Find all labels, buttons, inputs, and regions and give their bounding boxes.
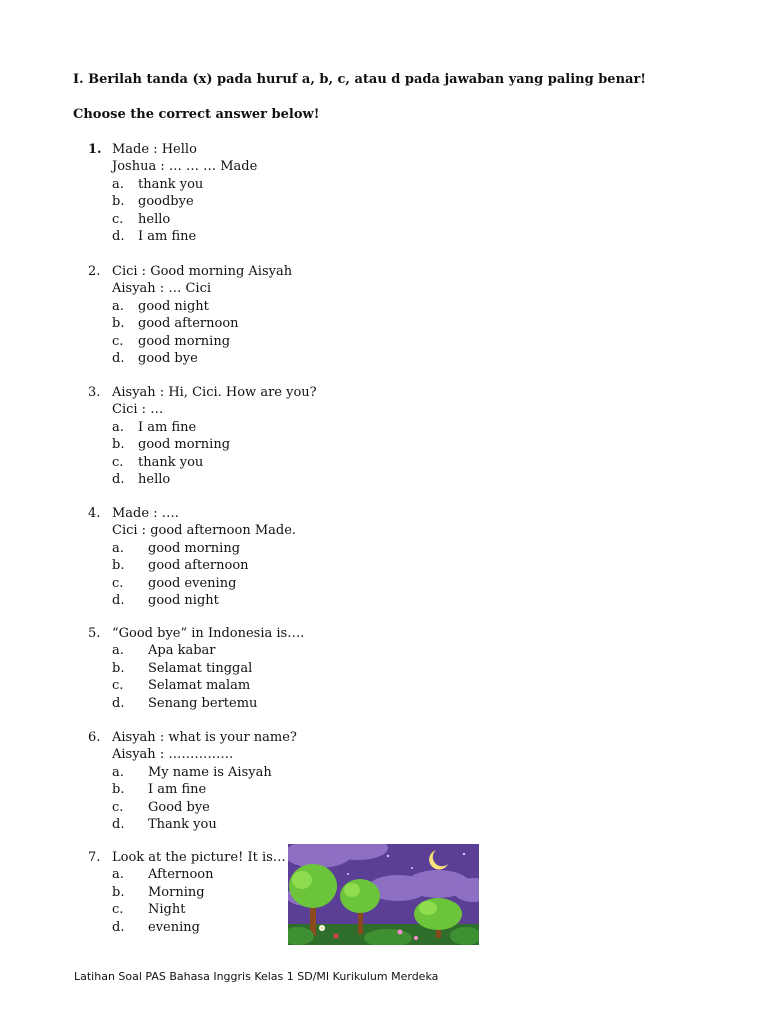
question-3 [88,384,508,488]
night-scene-picture [288,844,479,945]
option-d[interactable]: d. I am fine [112,228,197,244]
question-number: 3. [88,385,101,400]
option-d[interactable]: d. evening [112,919,200,935]
option-b[interactable]: b. good afternoon [112,558,249,574]
option-b[interactable]: b. good afternoon [112,316,239,332]
option-c[interactable]: c. good morning [112,333,231,349]
option-c[interactable]: c. good evening [112,575,237,591]
question-2 [88,263,508,367]
question-line: Cici : good afternoon Made. [112,523,297,539]
question-number: 6. [88,730,101,745]
option-a[interactable]: a. thank you [112,176,204,192]
question-line: Made : …. [112,506,179,521]
option-d[interactable]: d. good bye [112,350,198,366]
question-line: Cici : … [112,402,164,418]
question-line: Joshua : … … … Made [112,159,258,175]
question-number: 1. [88,142,102,157]
question-5 [88,625,508,712]
option-c[interactable]: c. Night [112,902,186,918]
question-line: Aisyah : …………… [112,747,234,763]
option-a[interactable]: a. Apa kabar [112,643,216,659]
option-a[interactable]: a. My name is Aisyah [112,764,272,780]
option-c[interactable]: c. hello [112,211,171,227]
question-line: “Good bye” in Indonesia is…. [112,626,305,641]
question-6 [88,729,508,833]
question-number: 4. [88,506,101,521]
option-d[interactable]: d. Thank you [112,816,217,832]
option-b[interactable]: b. goodbye [112,194,194,210]
question-number: 2. [88,264,101,279]
question-4 [88,505,508,609]
option-c[interactable]: c. Good bye [112,799,210,815]
question-number: 5. [88,626,101,641]
option-b[interactable]: b. Morning [112,884,205,900]
question-line: Cici : Good morning Aisyah [112,264,293,279]
option-d[interactable]: d. Senang bertemu [112,695,258,711]
option-b[interactable]: b. I am fine [112,782,207,798]
option-d[interactable]: d. good night [112,592,219,608]
option-a[interactable]: a. Afternoon [112,867,214,883]
question-7 [88,849,288,936]
option-a[interactable]: a. I am fine [112,419,197,435]
question-line: Aisyah : Hi, Cici. How are you? [112,385,317,400]
option-b[interactable]: b. good morning [112,437,231,453]
question-line: Look at the picture! It is… [112,850,286,865]
question-number: 7. [88,850,101,865]
option-b[interactable]: b. Selamat tinggal [112,660,253,676]
question-line: Aisyah : … Cici [112,281,212,297]
option-a[interactable]: a. good night [112,298,209,314]
option-c[interactable]: c. thank you [112,454,204,470]
question-line: Aisyah : what is your name? [112,730,297,745]
option-c[interactable]: c. Selamat malam [112,678,251,694]
footer-text: Latihan Soal PAS Bahasa Inggris Kelas 1 SD/MI Kurikulum Merdeka [74,970,439,983]
question-1 [88,141,508,245]
option-d[interactable]: d. hello [112,471,171,487]
question-line: Made : Hello [112,142,197,157]
subtitle-heading: Choose the correct answer below! [73,107,320,122]
instruction-heading: I. Berilah tanda (x) pada huruf a, b, c, atau d pada jawaban yang paling benar! [73,72,646,87]
option-a[interactable]: a. good morning [112,540,241,556]
